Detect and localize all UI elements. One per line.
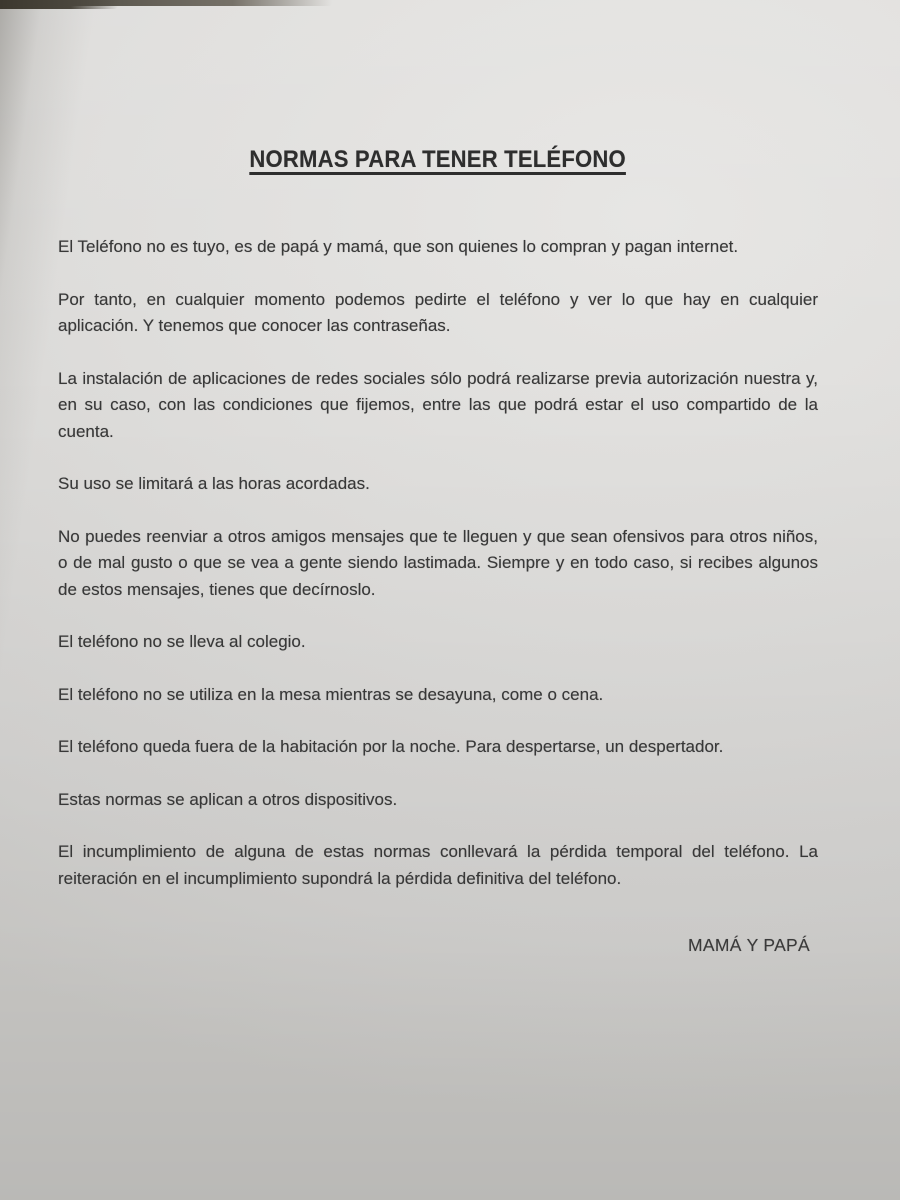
paragraph-10: El incumplimiento de alguna de estas normas conllevará la pérdida temporal del teléfono. La reiteración en el incumplimiento supondrá la pérdida definitiva del teléfono. (58, 842, 818, 888)
document-body (58, 234, 818, 892)
paragraph-8: El teléfono queda fuera de la habitación por la noche. Para despertarse, un despertador. (58, 737, 724, 756)
paragraph-6: El teléfono no se lleva al colegio. (58, 632, 306, 651)
paragraph-9: Estas normas se aplican a otros dispositivos. (58, 789, 398, 809)
background-surface-corner (0, 0, 118, 9)
paragraph-5: No puedes reenviar a otros amigos mensajes que te lleguen y que sean ofensivos para otros niños, o de mal gusto o que se vea a gente siendo lastimada. Siempre y en todo caso, si recibes algunos de estos mensajes, tienes que decírnoslo. (58, 526, 818, 599)
paragraph-4: Su uso se limitará a las horas acordadas. (58, 474, 370, 493)
paragraph-3: La instalación de aplicaciones de redes sociales sólo podrá realizarse previa autorización nuestra y, en su caso, con las condiciones que fijemos, entre las que podrá estar el uso compartido de la cuenta. (58, 368, 818, 441)
paragraph-7: El teléfono no se utiliza en la mesa mientras se desayuna, come o cena. (58, 684, 604, 704)
document-title-text: NORMAS PARA TENER TELÉFONO (249, 146, 627, 173)
paper-sheet (58, 146, 818, 958)
signature: MAMÁ Y PAPÁ (688, 935, 810, 955)
paragraph-2: Por tanto, en cualquier momento podemos pedirte el teléfono y ver lo que hay en cualquier aplicación. Y tenemos que conocer las contraseñas. (58, 289, 818, 335)
paragraph-1: El Teléfono no es tuyo, es de papá y mamá, que son quienes lo compran y pagan internet. (58, 237, 739, 256)
document-title (58, 146, 818, 174)
